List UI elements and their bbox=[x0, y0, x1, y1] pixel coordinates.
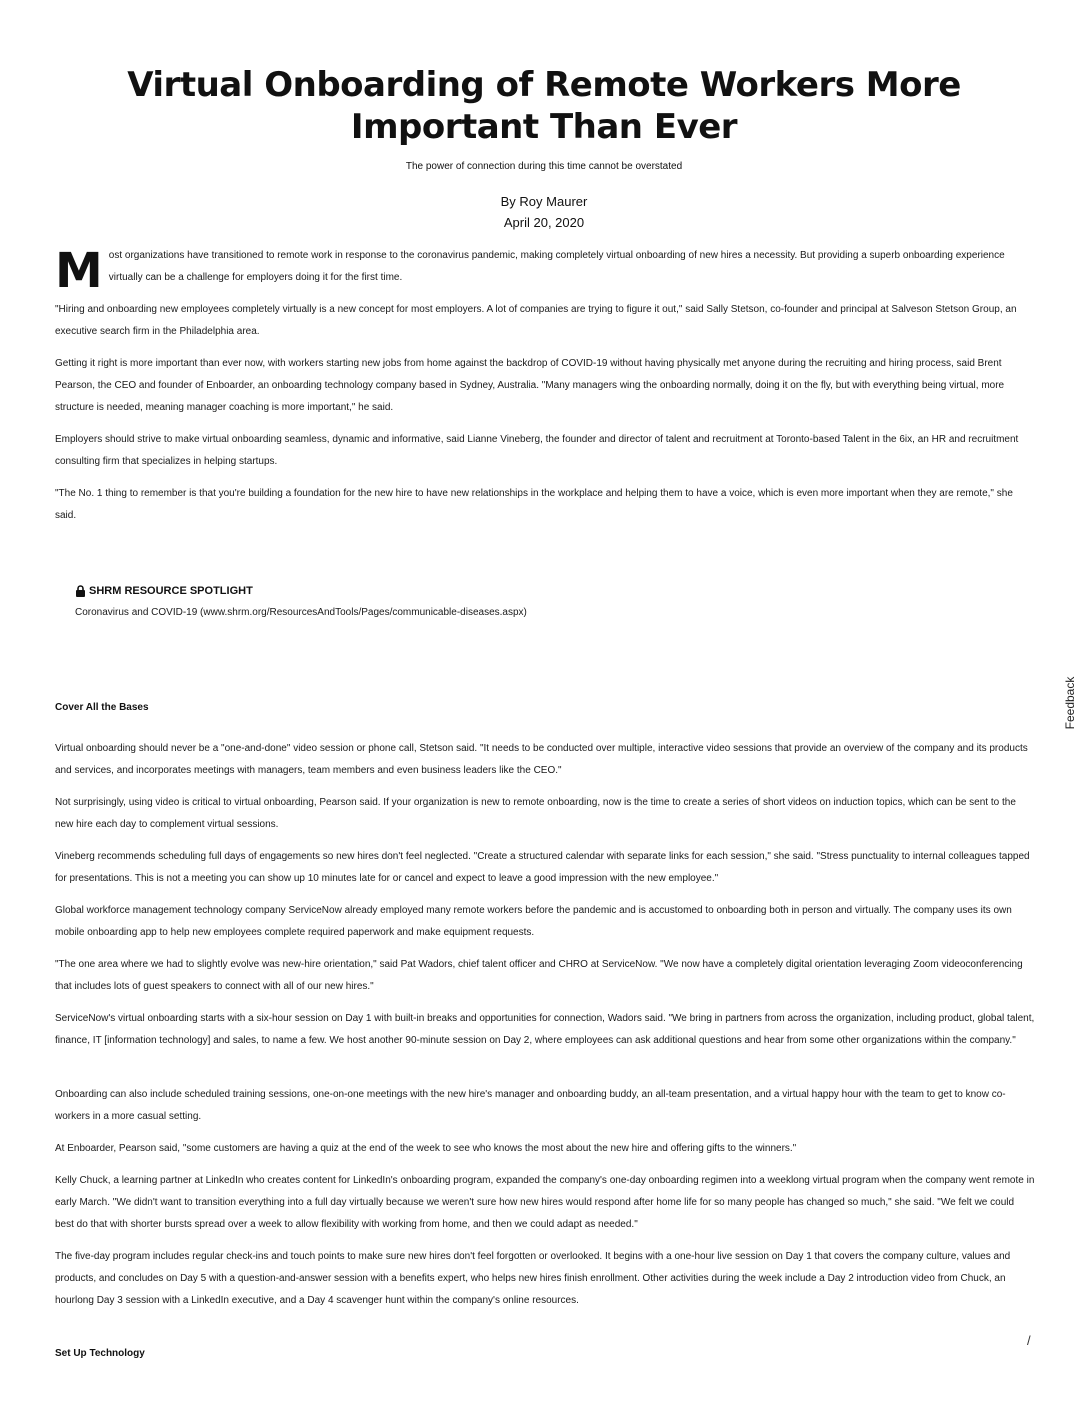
body-paragraph: Global workforce management technology company ServiceNow already employed many remote workers before the pandemic and is accustomed to onboarding both in person and virtually. The company uses its own mobile onboarding app to help new employees complete required paperwork and make equipment requests. bbox=[55, 905, 1012, 938]
body-paragraph: Onboarding can also include scheduled training sessions, one-on-one meetings with the new hire's manager and onboarding buddy, an all-team presentation, and a virtual happy hour with the team to get to know co-workers in a more casual setting. bbox=[55, 1089, 1006, 1122]
spotlight-heading bbox=[75, 583, 775, 599]
feedback-tab[interactable] bbox=[1058, 672, 1082, 734]
body-paragraph: Kelly Chuck, a learning partner at LinkedIn who creates content for LinkedIn's onboarding program, expanded the company's one-day onboarding regimen into a weeklong virtual program when the company went remote in early March. "We didn't want to transition everything into a full day virtually because we weren't sure how new hires would respond after home life for so many people has changed so much," she said. "We felt we could best do that with shorter bursts spread over a week to allow flexibility with working from home, and then we could adapt as needed." bbox=[55, 1175, 1035, 1230]
lock-icon bbox=[75, 585, 86, 597]
body-paragraph: "The one area where we had to slightly evolve was new-hire orientation," said Pat Wadors, chief talent officer and CHRO at ServiceNow. "We now have a completely digital orientation leveraging Zoom videoconferencing that includes lots of guest speakers to connect with all of our new hires." bbox=[55, 959, 1023, 992]
body-paragraph: Getting it right is more important than ever now, with workers starting new jobs from home against the backdrop of COVID-19 without having physically met anyone during the recruiting and hiring process, said Brent Pearson, the CEO and founder of Enboarder, an onboarding technology company based in Sydney, Australia. "Many managers wing the onboarding normally, doing it on the fly, but with everything being virtual, more structure is needed, meaning manager coaching is more important," he said. bbox=[55, 358, 1005, 413]
resource-spotlight bbox=[75, 583, 775, 621]
article-title: Virtual Onboarding of Remote Workers More Important Than Ever bbox=[127, 65, 961, 147]
body-paragraph: "Hiring and onboarding new employees completely virtually is a new concept for most employers. A lot of companies are trying to figure it out," said Sally Stetson, co-founder and principal at Salveson Stetson Group, an executive search firm in the Philadelphia area. bbox=[55, 304, 1017, 337]
feedback-label: Feedback bbox=[1063, 676, 1077, 730]
body-paragraph: ServiceNow's virtual onboarding starts with a six-hour session on Day 1 with built-in breaks and opportunities for connection, Wadors said. "We bring in partners from across the organization, including product, global talent, finance, IT [information technology] and sales, to name a few. We host another 90-minute session on Day 2, where employees can ask additional questions and hear from some other organizations within the company." bbox=[55, 1013, 1035, 1046]
spotlight-heading-text: SHRM RESOURCE SPOTLIGHT bbox=[89, 585, 253, 597]
drop-cap: M bbox=[55, 243, 103, 299]
spotlight-link[interactable]: Coronavirus and COVID-19 (www.shrm.org/ResourcesAndTools/Pages/communicable-diseases.aspx) bbox=[75, 607, 527, 618]
body-paragraph: "The No. 1 thing to remember is that you're building a foundation for the new hire to have new relationships in the workplace and helping them to have a voice, which is even more important when they are remote," she said. bbox=[55, 488, 1013, 521]
lead-paragraph bbox=[55, 243, 1035, 299]
body-paragraph: Virtual onboarding should never be a "one-and-done" video session or phone call, Stetson said. "It needs to be conducted over multiple, interactive video sessions that provide an overview of the company and its products and services, and incorporates meetings with managers, team members and even business leaders like the CEO." bbox=[55, 743, 1028, 776]
body-paragraph: Employers should strive to make virtual onboarding seamless, dynamic and informative, said Lianne Vineberg, the founder and director of talent and recruitment at Toronto-based Talent in the 6ix, an HR and recruitment consulting firm that specializes in helping startups. bbox=[55, 434, 1019, 467]
body-paragraph: The five-day program includes regular check-ins and touch points to make sure new hires don't feel forgotten or overlooked. It begins with a one-hour live session on Day 1 that covers the company culture, values and products, and concludes on Day 5 with a question-and-answer session with a benefits expert, who helps new hires finish enrollment. Other activities during the week include a Day 2 introduction video from Chuck, an hourlong Day 3 session with a LinkedIn executive, and a Day 4 scavenger hunt within the company's online resources. bbox=[55, 1251, 1011, 1306]
article-byline: By Roy Maurer bbox=[500, 194, 588, 209]
article-subtitle: The power of connection during this time cannot be overstated bbox=[405, 161, 683, 172]
body-paragraph: At Enboarder, Pearson said, "some customers are having a quiz at the end of the week to see who knows the most about the new hire and offering gifts to the winners." bbox=[55, 1143, 797, 1154]
section-heading: Set Up Technology bbox=[55, 1348, 145, 1359]
footer-mark: / bbox=[1027, 1333, 1031, 1348]
body-paragraph: Not surprisingly, using video is critical to virtual onboarding, Pearson said. If your organization is new to remote onboarding, now is the time to create a series of short videos on induction topics, which can be sent to the new hire each day to complement virtual sessions. bbox=[55, 797, 1016, 830]
section-heading: Cover All the Bases bbox=[55, 702, 149, 713]
lead-paragraph-text: ost organizations have transitioned to remote work in response to the coronavirus pandemic, making completely virtual onboarding of new hires a necessity. But providing a superb onboarding experience virtually can be a challenge for employers doing it for the first time. bbox=[108, 250, 1005, 283]
article-date: April 20, 2020 bbox=[503, 215, 585, 230]
body-paragraph: Vineberg recommends scheduling full days of engagements so new hires don't feel neglected. "Create a structured calendar with separate links for each session," she said. "Stress punctuality to internal colleagues tapped for presentations. This is not a meeting you can show up 10 minutes late for or cancel and expect to leave a good impression with the new employee." bbox=[55, 851, 1030, 884]
